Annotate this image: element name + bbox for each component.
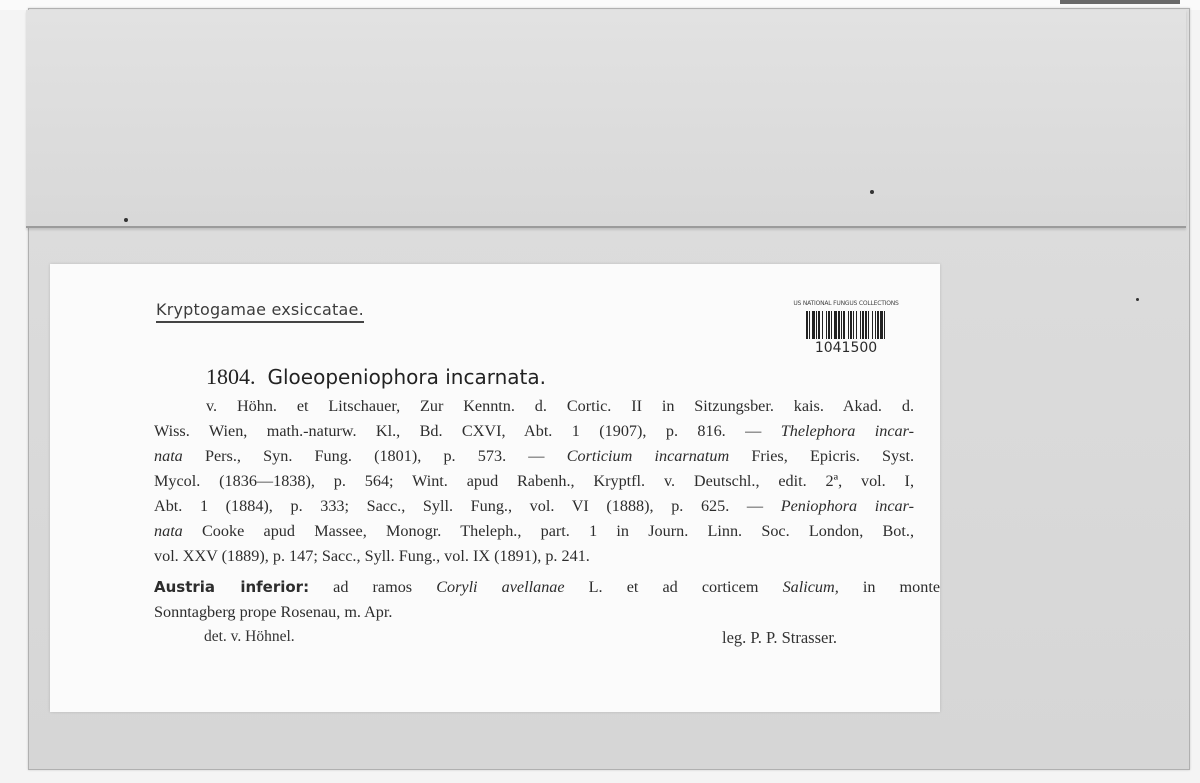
- citation-text: Pers., Syn. Fung. (1801), p. 573. —: [182, 447, 567, 465]
- exsiccata-number: 1804.: [206, 364, 256, 389]
- citation-text: Abt. 1 (1884), p. 333; Sacc., Syll. Fung., vol. VI (1888), p. 625. —: [154, 497, 781, 515]
- host-name: Salicum,: [782, 578, 839, 596]
- locality-line: Sonntagberg prope Rosenau, m. Apr.: [154, 603, 393, 621]
- taxon-synonym: nata: [154, 522, 183, 540]
- barcode-caption: US NATIONAL FUNGUS COLLECTIONS: [793, 300, 899, 307]
- locality-region: Austria inferior:: [154, 578, 310, 596]
- barcode-sticker: [782, 300, 910, 356]
- barcode-icon: [782, 311, 910, 339]
- taxon-synonym: Thelephora incar-: [780, 422, 915, 440]
- scanner-edge-mark: [1060, 0, 1180, 4]
- collector: leg. P. P. Strasser.: [722, 628, 838, 647]
- taxon-synonym: Corticium incarnatum: [566, 447, 730, 465]
- locality-text: in monte: [838, 578, 940, 596]
- determiner: det. v. Höhnel.: [204, 628, 295, 645]
- taxon-synonym: Peniophora incar-: [780, 497, 915, 515]
- locality-paragraph: [154, 575, 940, 625]
- synonymy-line: [154, 494, 914, 519]
- citation-text: Mycol. (1836—1838), p. 564; Wint. apud Rabenh., Kryptfl. v. Deutschl., edit. 2ª, vol. I,: [154, 472, 914, 490]
- synonymy-line: [154, 444, 914, 469]
- synonymy-line: [154, 544, 914, 569]
- synonymy-paragraph: [154, 394, 914, 569]
- locality-text: L. et ad corticem: [564, 578, 783, 596]
- barcode-bar: [885, 311, 887, 339]
- series-title: Kryptogamae exsiccatae.: [156, 300, 364, 323]
- citation-text: Cooke apud Massee, Monogr. Theleph., part. 1 in Journ. Linn. Soc. London, Bot.,: [182, 522, 914, 540]
- taxon-heading: [206, 364, 546, 390]
- citation-text: v. Höhn. et Litschauer, Zur Kenntn. d. Cortic. II in Sitzungsber. kais. Akad. d.: [206, 397, 914, 415]
- locality-line: [154, 575, 940, 600]
- paper-speck: [1136, 298, 1139, 301]
- synonymy-line: [154, 394, 914, 419]
- synonymy-line: [154, 419, 914, 444]
- taxon-synonym: nata: [154, 447, 183, 465]
- barcode-number: 1041500: [814, 340, 878, 356]
- citation-text: Fries, Epicris. Syst.: [729, 447, 914, 465]
- synonymy-line: [154, 469, 914, 494]
- citation-text: Wiss. Wien, math.-naturw. Kl., Bd. CXVI, Abt. 1 (1907), p. 816. —: [154, 422, 781, 440]
- synonymy-line: [154, 519, 914, 544]
- packet-flap: [26, 10, 1186, 228]
- herbarium-label: [50, 264, 940, 712]
- citation-text: vol. XXV (1889), p. 147; Sacc., Syll. Fung., vol. IX (1891), p. 241.: [154, 547, 590, 565]
- host-name: Coryli avellanae: [436, 578, 565, 596]
- locality-text: ad ramos: [309, 578, 437, 596]
- paper-speck: [870, 190, 874, 194]
- paper-speck: [124, 218, 128, 222]
- taxon-name: Gloeopeniophora incarnata.: [267, 365, 546, 389]
